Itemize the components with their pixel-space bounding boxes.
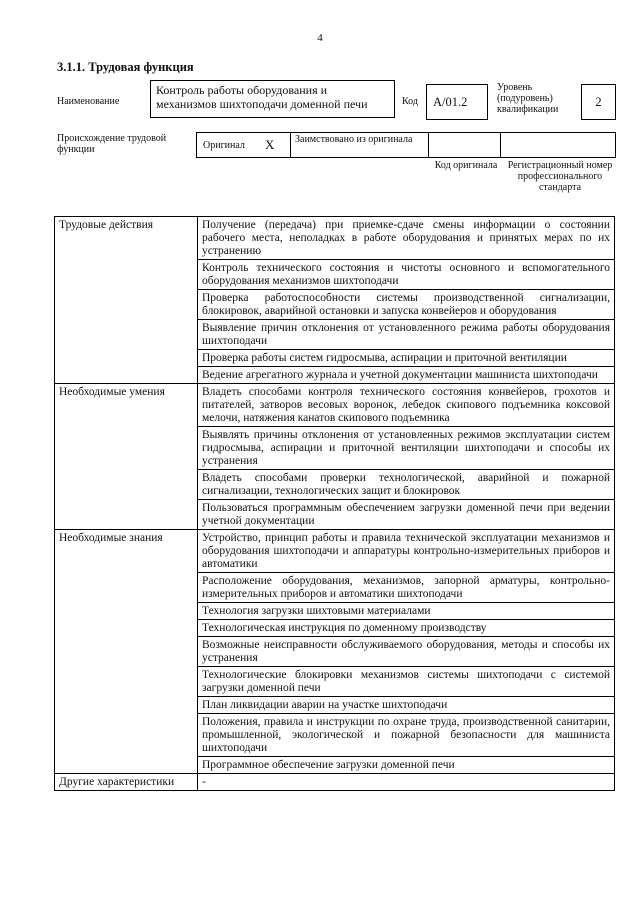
table-row [55, 530, 615, 573]
table-row [55, 384, 615, 427]
table-cell-item: Технологические блокировки механизмов системы шихтоподачи с системой загрузки доменной печи [198, 667, 615, 697]
origin-label: Происхождение трудовой функции [57, 133, 167, 155]
table-cell-item: Выявление причин отклонения от установленного режима работы оборудования шихтоподачи [198, 320, 615, 350]
table-cell-item: Технологическая инструкция по доменному производству [198, 620, 615, 637]
qualification-level-label: Уровень (подуровень) квалификации [497, 82, 559, 115]
section-title: 3.1.1. Трудовая функция [57, 60, 194, 74]
origin-row [196, 132, 616, 158]
code-label: Код [402, 96, 418, 107]
table-cell-item: Проверка работы систем гидросмыва, аспирации и приточной вентиляции [198, 350, 615, 367]
table-cell-item: Устройство, принцип работы и правила технической эксплуатации механизмов и оборудования шихтоподачи и аппаратуры контрольно-измерительных приборов и автоматики [198, 530, 615, 573]
table-cell-item: Пользоваться программным обеспечением загрузки доменной печи при ведении учетной документации [198, 500, 615, 530]
table-cell-item: Выявлять причины отклонения от установленных режимов эксплуатации систем гидросмыва, аспирации и приточной вентиляции шихтоподачи и способы их устранения [198, 427, 615, 470]
table-cell-item: Возможные неисправности обслуживаемого оборудования, методы и способы их устранения [198, 637, 615, 667]
code-of-original-label: Код оригинала [434, 160, 498, 171]
function-code-box: А/01.2 [426, 84, 488, 120]
labor-function-table-body [55, 217, 615, 791]
table-cell-item: Программное обеспечение загрузки доменной печи [198, 757, 615, 774]
table-cell-item: Владеть способами проверки технологической, аварийной и пожарной сигнализации, технологических защит и блокировок [198, 470, 615, 500]
function-name-box: Контроль работы оборудования и механизмов шихтоподачи доменной печи [150, 80, 395, 118]
section-label: Необходимые знания [55, 530, 198, 774]
table-cell-item: Владеть способами контроля технического состояния конвейеров, грохотов и питателей, затворов весовых воронок, лебедок скипового подъемника коксовой мелочи, натяжения канатов скипового подъемника [198, 384, 615, 427]
origin-original-cell [197, 133, 291, 157]
table-cell-item: Контроль технического состояния и чистоты основного и вспомогательного оборудования механизмов шихтоподачи [198, 260, 615, 290]
table-cell-item: - [198, 774, 615, 791]
table-row [55, 217, 615, 260]
table-cell-item: Расположение оборудования, механизмов, запорной арматуры, контрольно-измерительных приборов и автоматики шихтоподачи [198, 573, 615, 603]
table-cell-item: Положения, правила и инструкции по охране труда, производственной санитарии, промышленной, экологической и пожарной безопасности для машиниста шихтоподачи [198, 714, 615, 757]
name-label: Наименование [57, 96, 120, 107]
section-label: Необходимые умения [55, 384, 198, 530]
table-row [55, 774, 615, 791]
table-cell-item: Технология загрузки шихтовыми материалами [198, 603, 615, 620]
origin-borrowed-cell [291, 133, 429, 157]
table-cell-item: Ведение агрегатного журнала и учетной документации машиниста шихтоподачи [198, 367, 615, 384]
labor-function-table [54, 216, 615, 791]
page-number: 4 [317, 32, 323, 44]
registration-number-label: Регистрационный номер профессионального стандарта [507, 160, 613, 193]
origin-registration-cell [501, 133, 615, 157]
qualification-level-box: 2 [581, 84, 616, 120]
table-cell-item: Получение (передача) при приемке-сдаче смены информации о состоянии рабочего места, неполадках в работе оборудования и принятых мерах по их устранению [198, 217, 615, 260]
table-cell-item: План ликвидации аварии на участке шихтоподачи [198, 697, 615, 714]
section-label: Другие характеристики [55, 774, 198, 791]
table-cell-item: Проверка работоспособности системы производственной сигнализации, блокировок, аварийной остановки и запуска конвейеров и оборудования [198, 290, 615, 320]
section-label: Трудовые действия [55, 217, 198, 384]
origin-code-cell [429, 133, 501, 157]
borrowed-label: Заимствовано из оригинала [295, 134, 413, 145]
original-label: Оригинал [203, 140, 245, 151]
original-mark: Х [265, 137, 275, 152]
